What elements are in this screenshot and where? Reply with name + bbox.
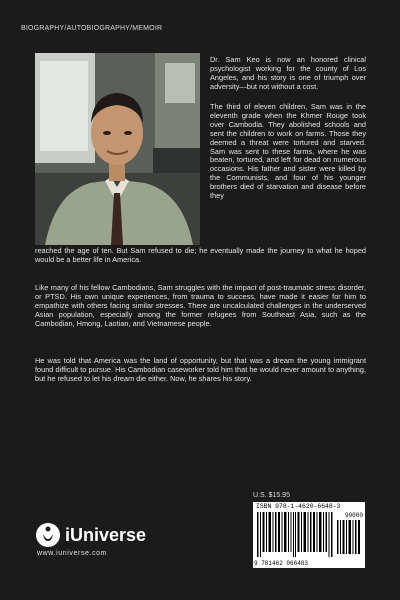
story-paragraph-2: Like many of his fellow Cambodians, Sam struggles with the impact of post-traumatic stress disorder, or PTSD. His own unique experiences, from trauma to success, have made it easier for him to empathize with others facing similar stresses. There are uncalculated challenges in the underserved Asian population, especially among the former refugees from Southeast Asia, such as the Cambodian, Hmong, Laotian, and Vietnamese people. [35, 283, 366, 328]
genre-label: BIOGRAPHY/AUTOBIOGRAPHY/MEMOIR [21, 25, 163, 32]
price-barcode-bars [337, 520, 361, 554]
iuniverse-mark-icon [35, 522, 61, 548]
story-paragraph-1: The third of eleven children, Sam was in the eleventh grade when the Khmer Rouge took over Cambodia. They abolished schools and sent the children to work on farms. Those they deemed a threat were tortured and starved. Sam was sent to these farms, where he was beaten, tortured, and left for dead on numerous occasions. His father and sister were killed by the Communists, and four of his younger brothers died of starvation and disease before they [210, 102, 366, 201]
price-label: U.S. $15.95 [253, 492, 290, 499]
intro-paragraph: Dr. Sam Keo is now an honored clinical psychologist working for the county of Los Angeles, and his story is one of triumph over adversity—but not without a cost. [210, 55, 366, 91]
story-paragraph-3: He was told that America was the land of opportunity, but that was a dream the young immigrant found difficult to pursue. His Cambodian caseworker told him that he would never amount to anything, but he refused to let his dream die either. Now, he shares his story. [35, 356, 366, 383]
publisher-name: iUniverse [65, 524, 147, 545]
barcode-digits: 9 781462 066483 [254, 560, 309, 567]
author-photo [35, 53, 200, 245]
isbn-number: ISBN 978-1-4620-6648-3 [256, 503, 341, 510]
publisher-logo [35, 522, 146, 548]
barcode-bars [257, 512, 333, 557]
publisher-url: www.iuniverse.com [37, 550, 108, 557]
story-paragraph-1-continued: reached the age of ten. But Sam refused to die; he eventually made the journey to what he hoped would be a better life in America. [35, 246, 366, 264]
price-code: 90000 [344, 512, 363, 519]
barcode [253, 502, 365, 568]
